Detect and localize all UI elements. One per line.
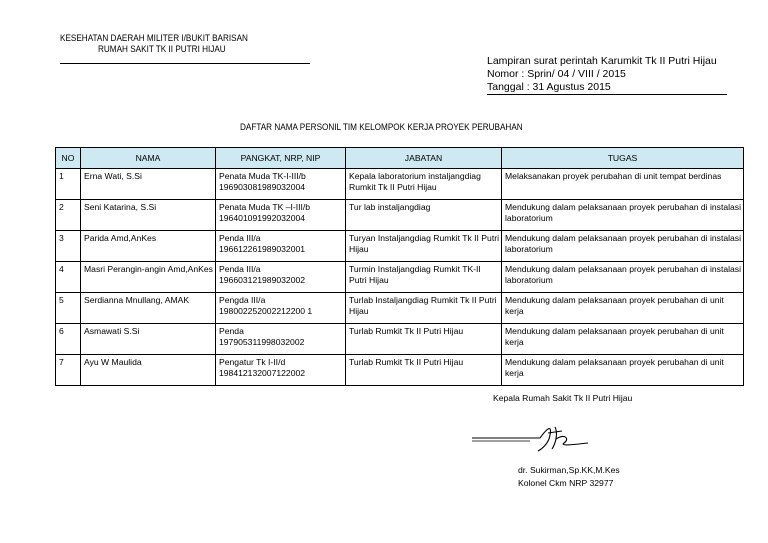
header-divider (60, 63, 310, 64)
cell-pangkat-pangkat2: 198412132007122002 (219, 368, 306, 378)
cell-tugas (502, 200, 744, 231)
cell-tugas (502, 262, 744, 293)
cell-pangkat-pangkat1: Penda III/a (219, 264, 261, 274)
cell-no (56, 200, 81, 231)
cell-pangkat-pangkat2: 196903081989032004 (219, 182, 306, 192)
cell-pangkat-pangkat1: Pengatur Tk I-II/d (219, 357, 286, 367)
table-row (56, 169, 744, 200)
table-row (56, 200, 744, 231)
cell-pangkat (216, 231, 346, 262)
cell-pangkat (216, 262, 346, 293)
cell-pangkat (216, 169, 346, 200)
cell-no (56, 169, 81, 200)
cell-no-no: 4 (59, 264, 64, 274)
cell-tugas (502, 293, 744, 324)
cell-nama-nama: Seni Katarina, S.Si (84, 202, 157, 212)
signatory-rank: Kolonel Ckm NRP 32977 (518, 478, 614, 488)
reference-number: Nomor : Sprin/ 04 / VIII / 2015 (487, 68, 626, 80)
cell-pangkat-pangkat2: 196401091992032004 (219, 213, 306, 223)
cell-no-no: 5 (59, 295, 64, 305)
cell-tugas (502, 231, 744, 262)
reference-divider (487, 94, 727, 95)
reference-date: Tanggal : 31 Agustus 2015 (487, 81, 611, 93)
cell-nama-nama: Ayu W Maulida (84, 357, 142, 367)
cell-pangkat (216, 200, 346, 231)
cell-jabatan-jabatan: Turmin Instaljangdiag Rumkit TK-II Putri Hijau (349, 264, 481, 285)
table-row (56, 324, 744, 355)
cell-pangkat-pangkat1: Penata Muda TK-I-III/b (219, 171, 306, 181)
cell-tugas-tugas: Mendukung dalam pelaksanaan proyek perubahan di instalasi laboratorium (505, 233, 742, 254)
cell-jabatan (346, 293, 502, 324)
cell-pangkat-pangkat2: 198002252002212200 1 (219, 306, 313, 316)
cell-tugas-tugas: Mendukung dalam pelaksanaan proyek perubahan di instalasi laboratorium (505, 264, 742, 285)
cell-pangkat (216, 324, 346, 355)
cell-nama (81, 262, 216, 293)
table-row (56, 355, 744, 386)
cell-tugas-tugas: Mendukung dalam pelaksanaan proyek perubahan di unit kerja (505, 357, 724, 378)
cell-pangkat-pangkat1: Penata Muda TK –I-III/b (219, 202, 311, 212)
cell-jabatan (346, 200, 502, 231)
cell-no (56, 324, 81, 355)
cell-jabatan-jabatan: Turlab Rumkit Tk II Putri Hijau (349, 326, 464, 336)
cell-jabatan (346, 169, 502, 200)
cell-nama (81, 169, 216, 200)
table-row (56, 293, 744, 324)
cell-nama-nama: Parida Amd,AnKes (84, 233, 157, 243)
cell-pangkat (216, 355, 346, 386)
cell-pangkat-pangkat1: Penda (219, 326, 244, 336)
cell-no (56, 231, 81, 262)
cell-nama (81, 293, 216, 324)
signatory-name: dr. Sukirman,Sp.KK,M.Kes (518, 465, 620, 475)
cell-nama-nama: Serdianna Mnullang, AMAK (84, 295, 190, 305)
cell-nama (81, 231, 216, 262)
cell-pangkat-pangkat2: 196603121989032002 (219, 275, 306, 285)
cell-jabatan-jabatan: Kepala laboratorium instaljangdiag Rumkit Tk II Putri Hijau (349, 171, 481, 192)
table-row (56, 231, 744, 262)
cell-tugas (502, 324, 744, 355)
cell-no-no: 3 (59, 233, 64, 243)
header-hospital: RUMAH SAKIT TK II PUTRI HIJAU (98, 44, 226, 55)
cell-pangkat-pangkat1: Pengda III/a (219, 295, 266, 305)
document-title: DAFTAR NAMA PERSONIL TIM KELOMPOK KERJA PROYEK PERUBAHAN (240, 122, 523, 133)
cell-jabatan (346, 262, 502, 293)
table-row (56, 262, 744, 293)
col-header-nama: NAMA (81, 148, 216, 169)
cell-pangkat (216, 293, 346, 324)
col-header-no: NO (56, 148, 81, 169)
cell-no (56, 262, 81, 293)
cell-pangkat-pangkat1: Penda III/a (219, 233, 261, 243)
cell-nama-nama: Erna Wati, S.Si (84, 171, 142, 181)
col-header-tugas: TUGAS (502, 148, 744, 169)
cell-tugas-tugas: Mendukung dalam pelaksanaan proyek perubahan di instalasi laboratorium (505, 202, 742, 223)
cell-no (56, 293, 81, 324)
cell-no-no: 6 (59, 326, 64, 336)
cell-no-no: 2 (59, 202, 64, 212)
cell-nama (81, 324, 216, 355)
cell-no-no: 1 (59, 171, 64, 181)
cell-jabatan-jabatan: Turlab Instaljangdiag Rumkit Tk II Putri Hijau (349, 295, 497, 316)
cell-jabatan (346, 355, 502, 386)
col-header-jabatan: JABATAN (346, 148, 502, 169)
personnel-table (55, 147, 744, 386)
cell-tugas-tugas: Melaksanakan proyek perubahan di unit tempat berdinas (505, 171, 722, 181)
cell-pangkat-pangkat2: 197905311998032002 (219, 337, 305, 347)
cell-nama-nama: Asmawati S.Si (84, 326, 140, 336)
reference-attachment: Lampiran surat perintah Karumkit Tk II Putri Hijau (487, 55, 717, 67)
cell-nama (81, 200, 216, 231)
cell-pangkat-pangkat2: 196612261989032001 (219, 244, 306, 254)
col-header-pangkat: PANGKAT, NRP, NIP (216, 148, 346, 169)
cell-tugas-tugas: Mendukung dalam pelaksanaan proyek perubahan di unit kerja (505, 295, 724, 316)
signature-office: Kepala Rumah Sakit Tk II Putri Hijau (493, 393, 633, 403)
cell-nama (81, 355, 216, 386)
cell-jabatan (346, 324, 502, 355)
cell-tugas-tugas: Mendukung dalam pelaksanaan proyek perubahan di unit kerja (505, 326, 724, 347)
cell-jabatan-jabatan: Turyan Instaljangdiag Rumkit Tk II Putri Hijau (349, 233, 499, 254)
cell-jabatan (346, 231, 502, 262)
cell-jabatan-jabatan: Tur lab instaljangdiag (349, 202, 431, 212)
cell-tugas (502, 355, 744, 386)
cell-no (56, 355, 81, 386)
table-header-row (56, 148, 744, 169)
header-institution: KESEHATAN DAERAH MILITER I/BUKIT BARISAN (60, 33, 248, 44)
cell-no-no: 7 (59, 357, 64, 367)
cell-jabatan-jabatan: Turlab Rumkit Tk II Putri Hijau (349, 357, 464, 367)
cell-tugas (502, 169, 744, 200)
signature-mark (470, 423, 595, 455)
cell-nama-nama: Masri Perangin-angin Amd,AnKes (84, 264, 213, 274)
